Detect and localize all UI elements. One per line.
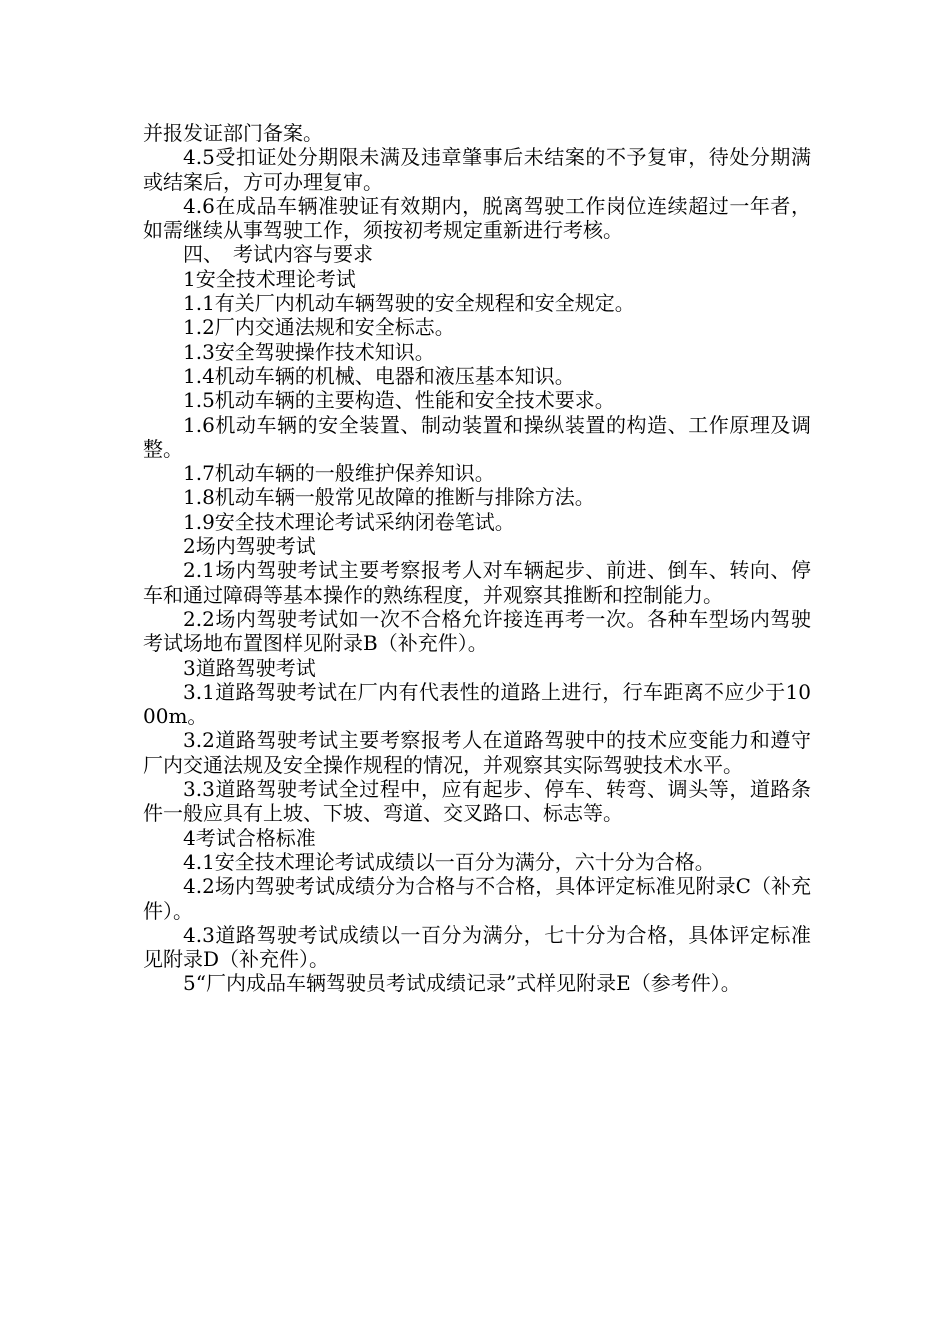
- paragraph: 1.3安全驾驶操作技术知识。: [183, 339, 435, 364]
- subsection-heading: 2场内驾驶考试: [183, 534, 316, 559]
- paragraph: 1.8机动车辆一般常见故障的推断与排除方法。: [183, 485, 595, 510]
- paragraph: 4.3道路驾驶考试成绩以一百分为满分，七十分为合格，具体评定标准见附录D（补充件）。: [143, 922, 811, 972]
- paragraph: 4.5受扣证处分期限未满及违章肇事后未结案的不予复审，待处分期满或结案后，方可办理复审。: [143, 145, 811, 194]
- paragraph: 4.2场内驾驶考试成绩分为合格与不合格，具体评定标准见附录C（补充件）。: [143, 874, 811, 923]
- paragraph: 1.7机动车辆的一般维护保养知识。: [183, 461, 495, 486]
- paragraph: 3.2道路驾驶考试主要考察报考人在道路驾驶中的技术应变能力和遵守厂内交通法规及安全操作规程的情况，并观察其实际驾驶技术水平。: [143, 728, 811, 777]
- section-heading: 四、 考试内容与要求: [183, 242, 373, 267]
- document-body: [143, 121, 811, 996]
- paragraph: 5“厂内成品车辆驾驶员考试成绩记录”式样见附录E（参考件）。: [183, 971, 741, 996]
- paragraph: 3.1道路驾驶考试在厂内有代表性的道路上进行，行车距离不应少于1000m。: [143, 679, 811, 729]
- paragraph: 1.5机动车辆的主要构造、性能和安全技术要求。: [183, 388, 615, 413]
- paragraph: 4.1安全技术理论考试成绩以一百分为满分，六十分为合格。: [183, 849, 715, 874]
- paragraph: 4.6在成品车辆准驶证有效期内，脱离驾驶工作岗位连续超过一年者，如需继续从事驾驶工作，须按初考规定重新进行考核。: [143, 193, 811, 243]
- paragraph: 并报发证部门备案。: [143, 121, 323, 145]
- paragraph: 3.3道路驾驶考试全过程中，应有起步、停车、转弯、调头等，道路条件一般应具有上坡、下坡、弯道、交叉路口、标志等。: [143, 777, 811, 826]
- paragraph: 2.1场内驾驶考试主要考察报考人对车辆起步、前进、倒车、转向、停车和通过障碍等基本操作的熟练程度，并观察其推断和控制能力。: [143, 558, 811, 607]
- subsection-heading: 4考试合格标准: [183, 825, 316, 850]
- subsection-heading: 1安全技术理论考试: [183, 266, 356, 291]
- subsection-heading: 3道路驾驶考试: [183, 655, 316, 680]
- paragraph: 1.2厂内交通法规和安全标志。: [183, 315, 455, 340]
- paragraph: 1.9安全技术理论考试采纳闭卷笔试。: [183, 509, 515, 534]
- paragraph: 2.2场内驾驶考试如一次不合格允许接连再考一次。各种车型场内驾驶考试场地布置图样见附录B（补充件）。: [143, 606, 811, 656]
- paragraph: 1.4机动车辆的机械、电器和液压基本知识。: [183, 363, 575, 388]
- paragraph: 1.6机动车辆的安全装置、制动装置和操纵装置的构造、工作原理及调整。: [143, 412, 811, 461]
- paragraph: 1.1有关厂内机动车辆驾驶的安全规程和安全规定。: [183, 291, 635, 316]
